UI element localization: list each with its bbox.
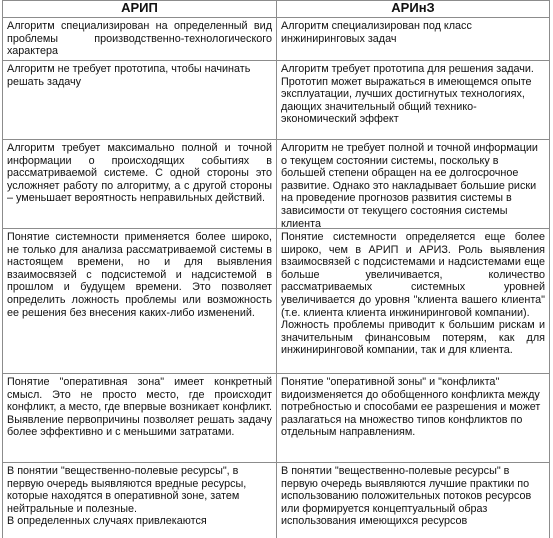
arinz-cell: В понятии "вещественно-полевые ресурсы" в первую очередь выявляются лучшие практики по использованию положительных потоков ресурсов или формируется концептуальный образ использования имеющихся ресурсов <box>276 462 550 538</box>
table-row <box>2 228 550 374</box>
header-arip: АРИП <box>2 0 277 18</box>
table-row <box>2 139 550 229</box>
arip-cell: Понятие "оперативная зона" имеет конкретный смысл. Это не просто место, где происходит конфликт, а место, где впервые возникает конфликт. Выявление первопричины позволяет решать задачу более эффективно и с меньшими затратами. <box>2 373 277 463</box>
arinz-cell: Понятие "оперативной зоны" и "конфликта" видоизменяется до обобщенного конфликта между потребностью и способами ее разрешения и может разлагаться на множество типов конфликтов по отдельным направлениям. <box>276 373 550 463</box>
arinz-cell: Алгоритм специализирован под класс инжиниринговых задач <box>276 17 550 61</box>
arip-cell: Алгоритм специализирован на определенный вид проблемы производственно-технологического характера <box>2 17 277 61</box>
arinz-cell: Алгоритм не требует полной и точной информации о текущем состоянии системы, поскольку в большей степени обращен на ее долгосрочное развитие. Однако это накладывает большие риски на проведение прогнозов развития системы в зависимости от текущего состояния системы клиента <box>276 139 550 229</box>
table-row <box>2 462 550 538</box>
header-arinz: АРИнЗ <box>276 0 550 18</box>
table-row <box>2 373 550 463</box>
arinz-cell: Понятие системности определяется еще более широко, чем в АРИП и АРИЗ. Роль выявления взаимосвязей с подсистемами и надсистемами еще больше увеличивается, количество рассматриваемых системных уровней увеличивается до уровня "клиента вашего клиента" (т.е. клиента клиента инжиниринговой компании). Ложность проблемы приводит к большим рискам и значительным финансовым потерям, как для инжиниринговой компании, так и для клиента. <box>276 228 550 374</box>
comparison-table <box>2 0 550 538</box>
arip-cell: В понятии "вещественно-полевые ресурсы", в первую очередь выявляются вредные ресурсы, которые находятся в оперативной зоне, затем нейтральные и полезные. В определенных случаях привлекаются <box>2 462 277 538</box>
table-row <box>2 17 550 61</box>
arinz-cell: Алгоритм требует прототипа для решения задачи. Прототип может выражаться в имеющемся опыте эксплуатации, лучших достигнутых технологиях, дающих значительный общий технико-экономический эффект <box>276 60 550 140</box>
arip-cell: Понятие системности применяется более широко, не только для анализа рассматриваемой системы в настоящем времени, но и для выявления взаимосвязей с подсистемой и надсистемой в прошлом и будущем времени. Это позволяет определить ложность проблемы или возможность ее решения без внесения каких-либо изменений. <box>2 228 277 374</box>
table-header-row <box>2 0 550 18</box>
table-row <box>2 60 550 140</box>
arip-cell: Алгоритм не требует прототипа, чтобы начинать решать задачу <box>2 60 277 140</box>
arip-cell: Алгоритм требует максимально полной и точной информации о происходящих событиях в рассматриваемой системе. С одной стороны это усложняет работу по алгоритму, а с другой стороны – уменьшает вероятность неправильных действий. <box>2 139 277 229</box>
